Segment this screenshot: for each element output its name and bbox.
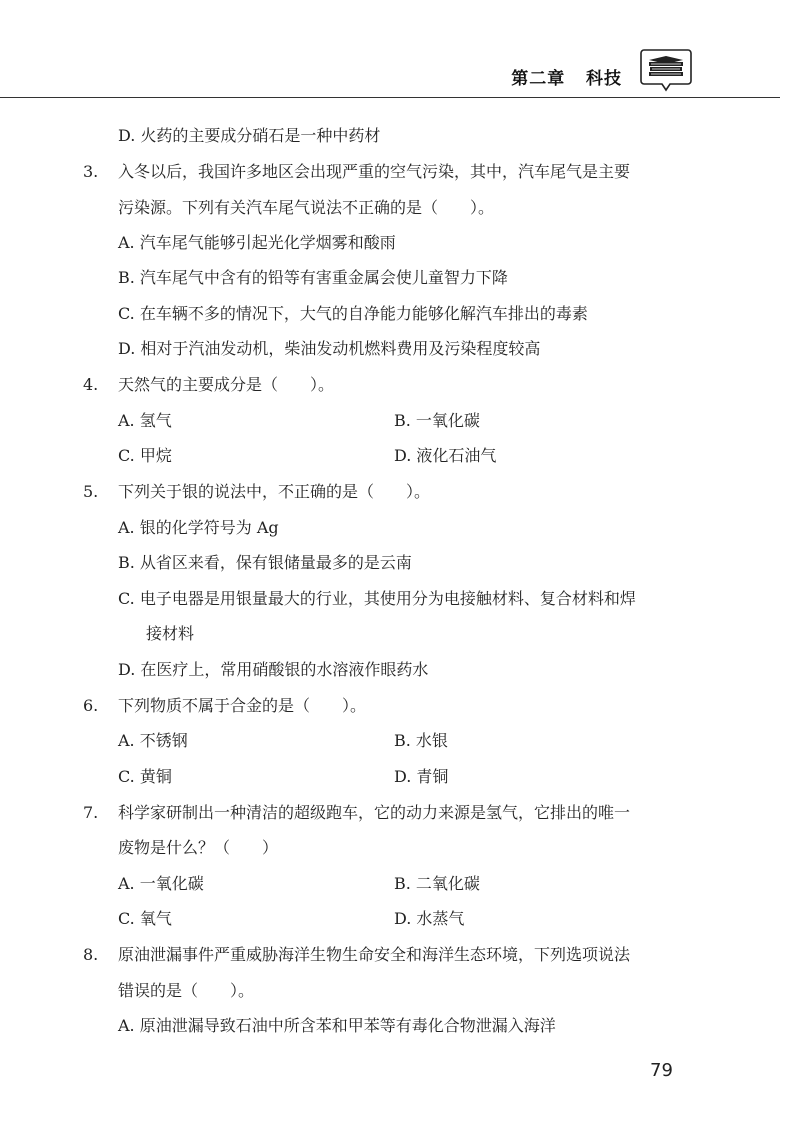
q2-option-d: D. 火药的主要成分硝石是一种中药材 [118,126,381,145]
q7-option-c: C. 氧气 [118,909,172,928]
q6-option-b: B. 水银 [394,731,448,750]
q4-option-c: C. 甲烷 [118,446,172,465]
q4-option-a: A. 氢气 [118,411,172,430]
header-rule [0,97,780,98]
q8-number: 8. [83,945,99,964]
q4-stem: 天然气的主要成分是（ ）。 [118,375,335,394]
q5-option-b: B. 从省区来看，保有银储量最多的是云南 [118,553,412,572]
q7-number: 7. [83,803,99,822]
q5-option-c-line2: 接材料 [146,624,195,643]
q7-option-d: D. 水蒸气 [394,909,465,928]
q3-option-a: A. 汽车尾气能够引起光化学烟雾和酸雨 [118,233,396,252]
q4-option-b: B. 一氧化碳 [394,411,480,430]
q6-option-d: D. 青铜 [394,767,449,786]
q7-stem-line2: 废物是什么？（ ） [118,838,279,857]
q5-option-d: D. 在医疗上，常用硝酸银的水溶液作眼药水 [118,660,429,679]
q6-option-a: A. 不锈钢 [118,731,188,750]
q6-option-c: C. 黄铜 [118,767,172,786]
q5-option-a: A. 银的化学符号为 Ag [118,518,279,537]
q3-number: 3. [83,162,99,181]
q5-stem: 下列关于银的说法中，不正确的是（ ）。 [118,482,431,501]
q3-stem-line1: 入冬以后，我国许多地区会出现严重的空气污染，其中，汽车尾气是主要 [118,162,631,181]
q8-stem-line1: 原油泄漏事件严重威胁海洋生物生命安全和海洋生态环境，下列选项说法 [118,945,631,964]
q8-option-a: A. 原油泄漏导致石油中所含苯和甲苯等有毒化合物泄漏入海洋 [118,1016,556,1035]
chapter-title: 第二章 科技 [511,69,622,89]
q3-stem-line2: 污染源。下列有关汽车尾气说法不正确的是（ ）。 [118,198,495,217]
q8-stem-line2: 错误的是（ ）。 [118,981,255,1000]
q4-option-d: D. 液化石油气 [394,446,497,465]
q5-number: 5. [83,482,99,501]
q7-option-a: A. 一氧化碳 [118,874,204,893]
q3-option-d: D. 相对于汽油发动机，柴油发动机燃料费用及污染程度较高 [118,339,541,358]
q6-number: 6. [83,696,99,715]
q5-option-c-line1: C. 电子电器是用银量最大的行业，其使用分为电接触材料、复合材料和焊 [118,589,636,608]
books-icon [640,48,692,92]
q3-option-b: B. 汽车尾气中含有的铅等有害重金属会使儿童智力下降 [118,268,508,287]
q6-stem: 下列物质不属于合金的是（ ）。 [118,696,367,715]
page-number: 79 [650,1060,673,1081]
q3-option-c: C. 在车辆不多的情况下，大气的自净能力能够化解汽车排出的毒素 [118,304,588,323]
q4-number: 4. [83,375,99,394]
q7-stem-line1: 科学家研制出一种清洁的超级跑车，它的动力来源是氢气，它排出的唯一 [118,803,631,822]
q7-option-b: B. 二氧化碳 [394,874,480,893]
